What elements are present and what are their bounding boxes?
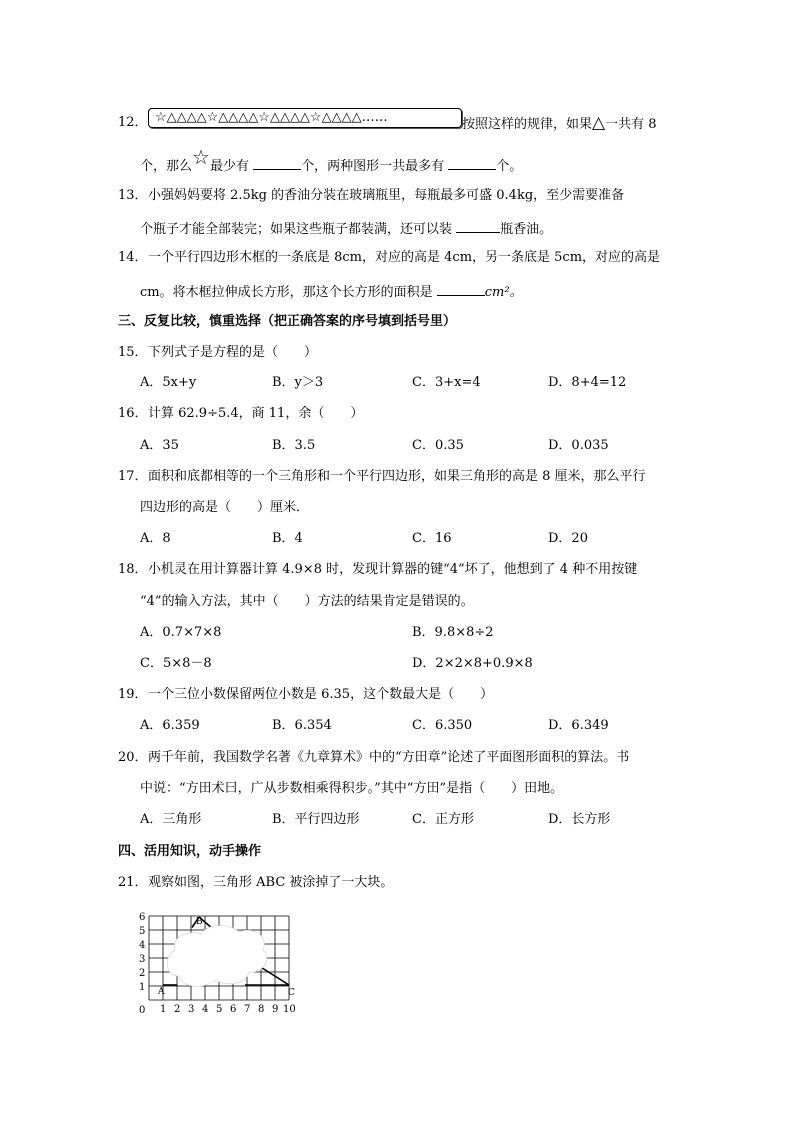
q16-number: 16．: [118, 406, 148, 421]
q20-option-c[interactable]: C．正方形: [412, 812, 474, 827]
q16-option-b[interactable]: B．3.5: [272, 438, 316, 453]
q20-option-b[interactable]: B．平行四边形: [272, 812, 360, 827]
q15-stem: 下列式子是方程的是（ ）: [148, 345, 318, 360]
q18-option-a[interactable]: A．0.7×7×8: [140, 625, 222, 640]
q18-number: 18．: [118, 562, 148, 577]
q21-number: 21．: [118, 875, 148, 890]
q19-number: 19．: [118, 687, 148, 702]
q17-option-a[interactable]: A．8: [140, 531, 171, 546]
q17-line1: 面积和底都相等的一个三角形和一个平行四边形，如果三角形的高是 8 厘米，那么平行: [148, 469, 646, 484]
vertex-label-b: B: [196, 917, 203, 927]
x-tick-label: 5: [216, 1004, 223, 1015]
q15-option-d[interactable]: D．8+4=12: [548, 375, 627, 390]
star-icon: ☆: [192, 145, 210, 169]
q12-line2: 个，那么☆最少有 个，两种图形一共最多有 个。: [140, 145, 523, 174]
q12-sequence-box: [148, 108, 462, 128]
q14-blank[interactable]: [437, 281, 485, 296]
q16-stem: 计算 62.9÷5.4，商 11，余（ ）: [148, 406, 364, 421]
y-tick-label: 1: [139, 982, 146, 993]
q18-line1: 小机灵在用计算器计算 4.9×8 时，发现计算器的键“4”坏了，他想到了 4 种不用按键: [148, 562, 638, 577]
q19-option-d[interactable]: D．6.349: [548, 718, 609, 733]
x-tick-label: 10: [283, 1004, 296, 1015]
q12-line1-text: 按照这样的规律，如果△一共有 8: [462, 113, 657, 133]
q17-number: 17．: [118, 469, 148, 484]
q15-number: 15．: [118, 345, 148, 360]
x-tick-label: 6: [230, 1004, 237, 1015]
q12-blank-2[interactable]: [448, 155, 496, 170]
section-3-heading: 三、反复比较，慎重选择（把正确答案的序号填到括号里）: [118, 314, 457, 329]
q13-line2: 个瓶子才能全部装完；如果这些瓶子都装满，还可以装 瓶香油。: [140, 218, 552, 239]
y-tick-label: 4: [139, 940, 146, 951]
y-tick-label: 2: [139, 968, 146, 979]
q20-line2: 中说：“方田术曰，广从步数相乘得积步。”其中“方田”是指（ ）田地。: [140, 781, 564, 796]
x-tick-label: 7: [244, 1004, 251, 1015]
q18-option-d[interactable]: D．2×2×8+0.9×8: [412, 656, 533, 671]
section-4-heading: 四、活用知识，动手操作: [118, 844, 262, 859]
x-tick-label: 9: [272, 1004, 279, 1015]
q16-option-a[interactable]: A．35: [140, 438, 179, 453]
q21-grid-figure: [135, 900, 315, 1025]
q15-option-a[interactable]: A．5x+y: [140, 375, 197, 390]
q14-number: 14．: [118, 250, 148, 265]
covered-blob: [167, 926, 267, 987]
triangle-side-bc-lower: [259, 966, 289, 985]
q20-number: 20．: [118, 750, 148, 765]
q20-option-d[interactable]: D．长方形: [548, 812, 611, 827]
q20-option-a[interactable]: A．三角形: [140, 812, 202, 827]
vertex-label-a: A: [158, 987, 165, 997]
q15-option-c[interactable]: C．3+x=4: [412, 375, 481, 390]
x-tick-label: 3: [188, 1004, 195, 1015]
vertex-label-c: C: [288, 988, 295, 998]
q19-option-c[interactable]: C．6.350: [412, 718, 473, 733]
triangle-icon: △: [592, 113, 606, 133]
q18-option-c[interactable]: C．5×8－8: [140, 656, 212, 671]
q14-line2: cm。将木框拉伸成长方形，那这个长方形的面积是 cm²。: [140, 281, 523, 302]
q19-stem: 一个三位小数保留两位小数是 6.35，这个数最大是（ ）: [148, 687, 494, 702]
q12-sequence: ☆△△△△☆△△△△☆△△△△☆△△△△……: [155, 110, 388, 125]
q19-option-a[interactable]: A．6.359: [140, 718, 200, 733]
q18-line2: “4”的输入方法，其中（ ）方法的结果肯定是错误的。: [140, 594, 474, 609]
x-tick-label: 1: [160, 1004, 167, 1015]
x-tick-label: 8: [258, 1004, 265, 1015]
q15-option-b[interactable]: B．y＞3: [272, 375, 324, 390]
q13-blank[interactable]: [456, 218, 500, 233]
x-tick-label: 2: [174, 1004, 181, 1015]
origin-label: 0: [139, 1005, 146, 1016]
y-tick-label: 6: [139, 912, 146, 923]
y-tick-label: 5: [139, 926, 146, 937]
q12-number: 12．: [118, 115, 148, 130]
q16-option-d[interactable]: D．0.035: [548, 438, 609, 453]
x-axis-tick-labels: [160, 1004, 296, 1015]
q12-blank-1[interactable]: [253, 155, 301, 170]
q13-number: 13．: [118, 188, 148, 203]
q19-option-b[interactable]: B．6.354: [272, 718, 332, 733]
x-tick-label: 4: [202, 1004, 209, 1015]
q17-line2: 四边形的高是（ ）厘米．: [140, 500, 310, 515]
q16-option-c[interactable]: C．0.35: [412, 438, 464, 453]
q20-line1: 两千年前，我国数学名著《九章算术》中的“方田章”论述了平面图形面积的算法。书: [148, 750, 630, 765]
q21-stem: 观察如图，三角形 ABC 被涂掉了一大块。: [148, 875, 394, 890]
q17-option-b[interactable]: B．4: [272, 531, 303, 546]
q18-option-b[interactable]: B．9.8×8÷2: [412, 625, 494, 640]
y-axis-tick-labels: [139, 912, 145, 993]
q13-line1: 小强妈妈要将 2.5kg 的香油分装在玻璃瓶里，每瓶最多可盛 0.4kg，至少需要准备: [148, 188, 625, 203]
q17-option-c[interactable]: C．16: [412, 531, 452, 546]
q14-line1: 一个平行四边形木框的一条底是 8cm，对应的高是 4cm，另一条底是 5cm，对应的高是: [148, 250, 661, 265]
q17-option-d[interactable]: D．20: [548, 531, 588, 546]
y-tick-label: 3: [139, 954, 146, 965]
